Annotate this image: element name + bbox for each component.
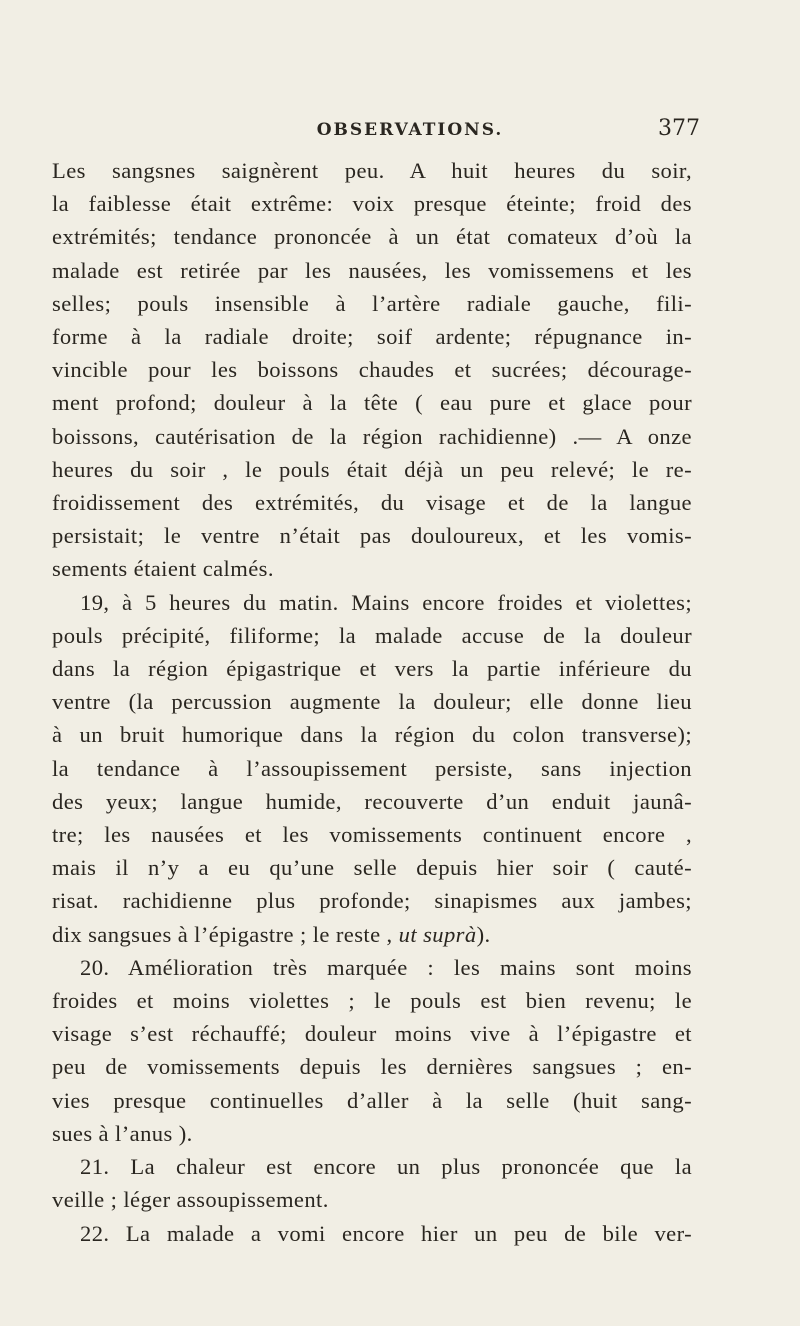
text-line: des yeux; langue humide, recouverte d’un enduit jaunâ- — [52, 788, 692, 814]
text-line: 21. La chaleur est encore un plus prononcée que la — [80, 1154, 692, 1180]
paragraph-18-evening — [52, 154, 692, 586]
page-number: 377 — [658, 116, 700, 141]
text-line: à un bruit humorique dans la région du colon transverse); — [52, 722, 692, 748]
text-line: sues à l’anus ). — [52, 1120, 193, 1146]
text-line: veille ; léger assoupissement. — [52, 1187, 329, 1213]
italic-phrase: ut suprà — [398, 921, 477, 947]
text-line: 20. Amélioration très marquée : les mains sont moins — [80, 954, 692, 980]
text-line: forme à la radiale droite; soif ardente; répugnance in- — [52, 324, 692, 350]
text-line: ment profond; douleur à la tête ( eau pure et glace pour — [52, 390, 692, 416]
text-line: Les sangsnes saignèrent peu. A huit heures du soir, — [52, 158, 692, 183]
paragraph-19 — [52, 586, 692, 951]
text-line: visage s’est réchauffé; douleur moins vive à l’épigastre et — [52, 1021, 692, 1047]
paragraph-21 — [52, 1150, 692, 1216]
text-line: selles; pouls insensible à l’artère radiale gauche, fili- — [52, 290, 692, 316]
text-line: boissons, cautérisation de la région rachidienne) .— A onze — [52, 423, 692, 449]
text-line: extrémités; tendance prononcée à un état comateux d’où la — [52, 224, 692, 250]
paragraph-20 — [52, 951, 692, 1150]
text-line: vincible pour les boissons chaudes et sucrées; décourage- — [52, 357, 692, 383]
page-header — [120, 116, 700, 146]
text-line: risat. rachidienne plus profonde; sinapismes aux jambes; — [52, 888, 692, 914]
text-fragment: ). — [476, 921, 491, 947]
text-line: pouls précipité, filiforme; la malade accuse de la douleur — [52, 622, 692, 648]
text-line: heures du soir , le pouls était déjà un peu relevé; le re- — [52, 456, 692, 482]
body-text — [52, 154, 692, 1250]
text-line: ventre (la percussion augmente la douleur; elle donne lieu — [52, 689, 692, 715]
text-line-with-italic — [52, 918, 692, 951]
text-fragment: dix sangsues à l’épigastre ; le reste , — [52, 921, 393, 947]
text-line: sements étaient calmés. — [52, 556, 274, 582]
text-line: vies presque continuelles d’aller à la selle (huit sang- — [52, 1087, 692, 1113]
text-line: la faiblesse était extrême: voix presque éteinte; froid des — [52, 191, 692, 217]
text-line: peu de vomissements depuis les dernières sangsues ; en- — [52, 1054, 692, 1080]
text-line: froidissement des extrémités, du visage et de la langue — [52, 490, 692, 516]
text-line: 22. La malade a vomi encore hier un peu de bile ver- — [80, 1220, 692, 1246]
text-line: froides et moins violettes ; le pouls est bien revenu; le — [52, 988, 692, 1014]
paragraph-22 — [52, 1217, 692, 1250]
text-line: persistait; le ventre n’était pas douloureux, et les vomis- — [52, 523, 692, 549]
running-head: OBSERVATIONS. — [316, 120, 504, 140]
text-line: 19, à 5 heures du matin. Mains encore froides et violettes; — [80, 589, 692, 615]
text-line: dans la région épigastrique et vers la partie inférieure du — [52, 656, 692, 682]
text-line: mais il n’y a eu qu’une selle depuis hier soir ( cauté- — [52, 855, 692, 881]
text-line: la tendance à l’assoupissement persiste, sans injection — [52, 755, 692, 781]
text-line: tre; les nausées et les vomissements continuent encore , — [52, 822, 692, 848]
text-line: malade est retirée par les nausées, les vomissemens et les — [52, 257, 692, 283]
